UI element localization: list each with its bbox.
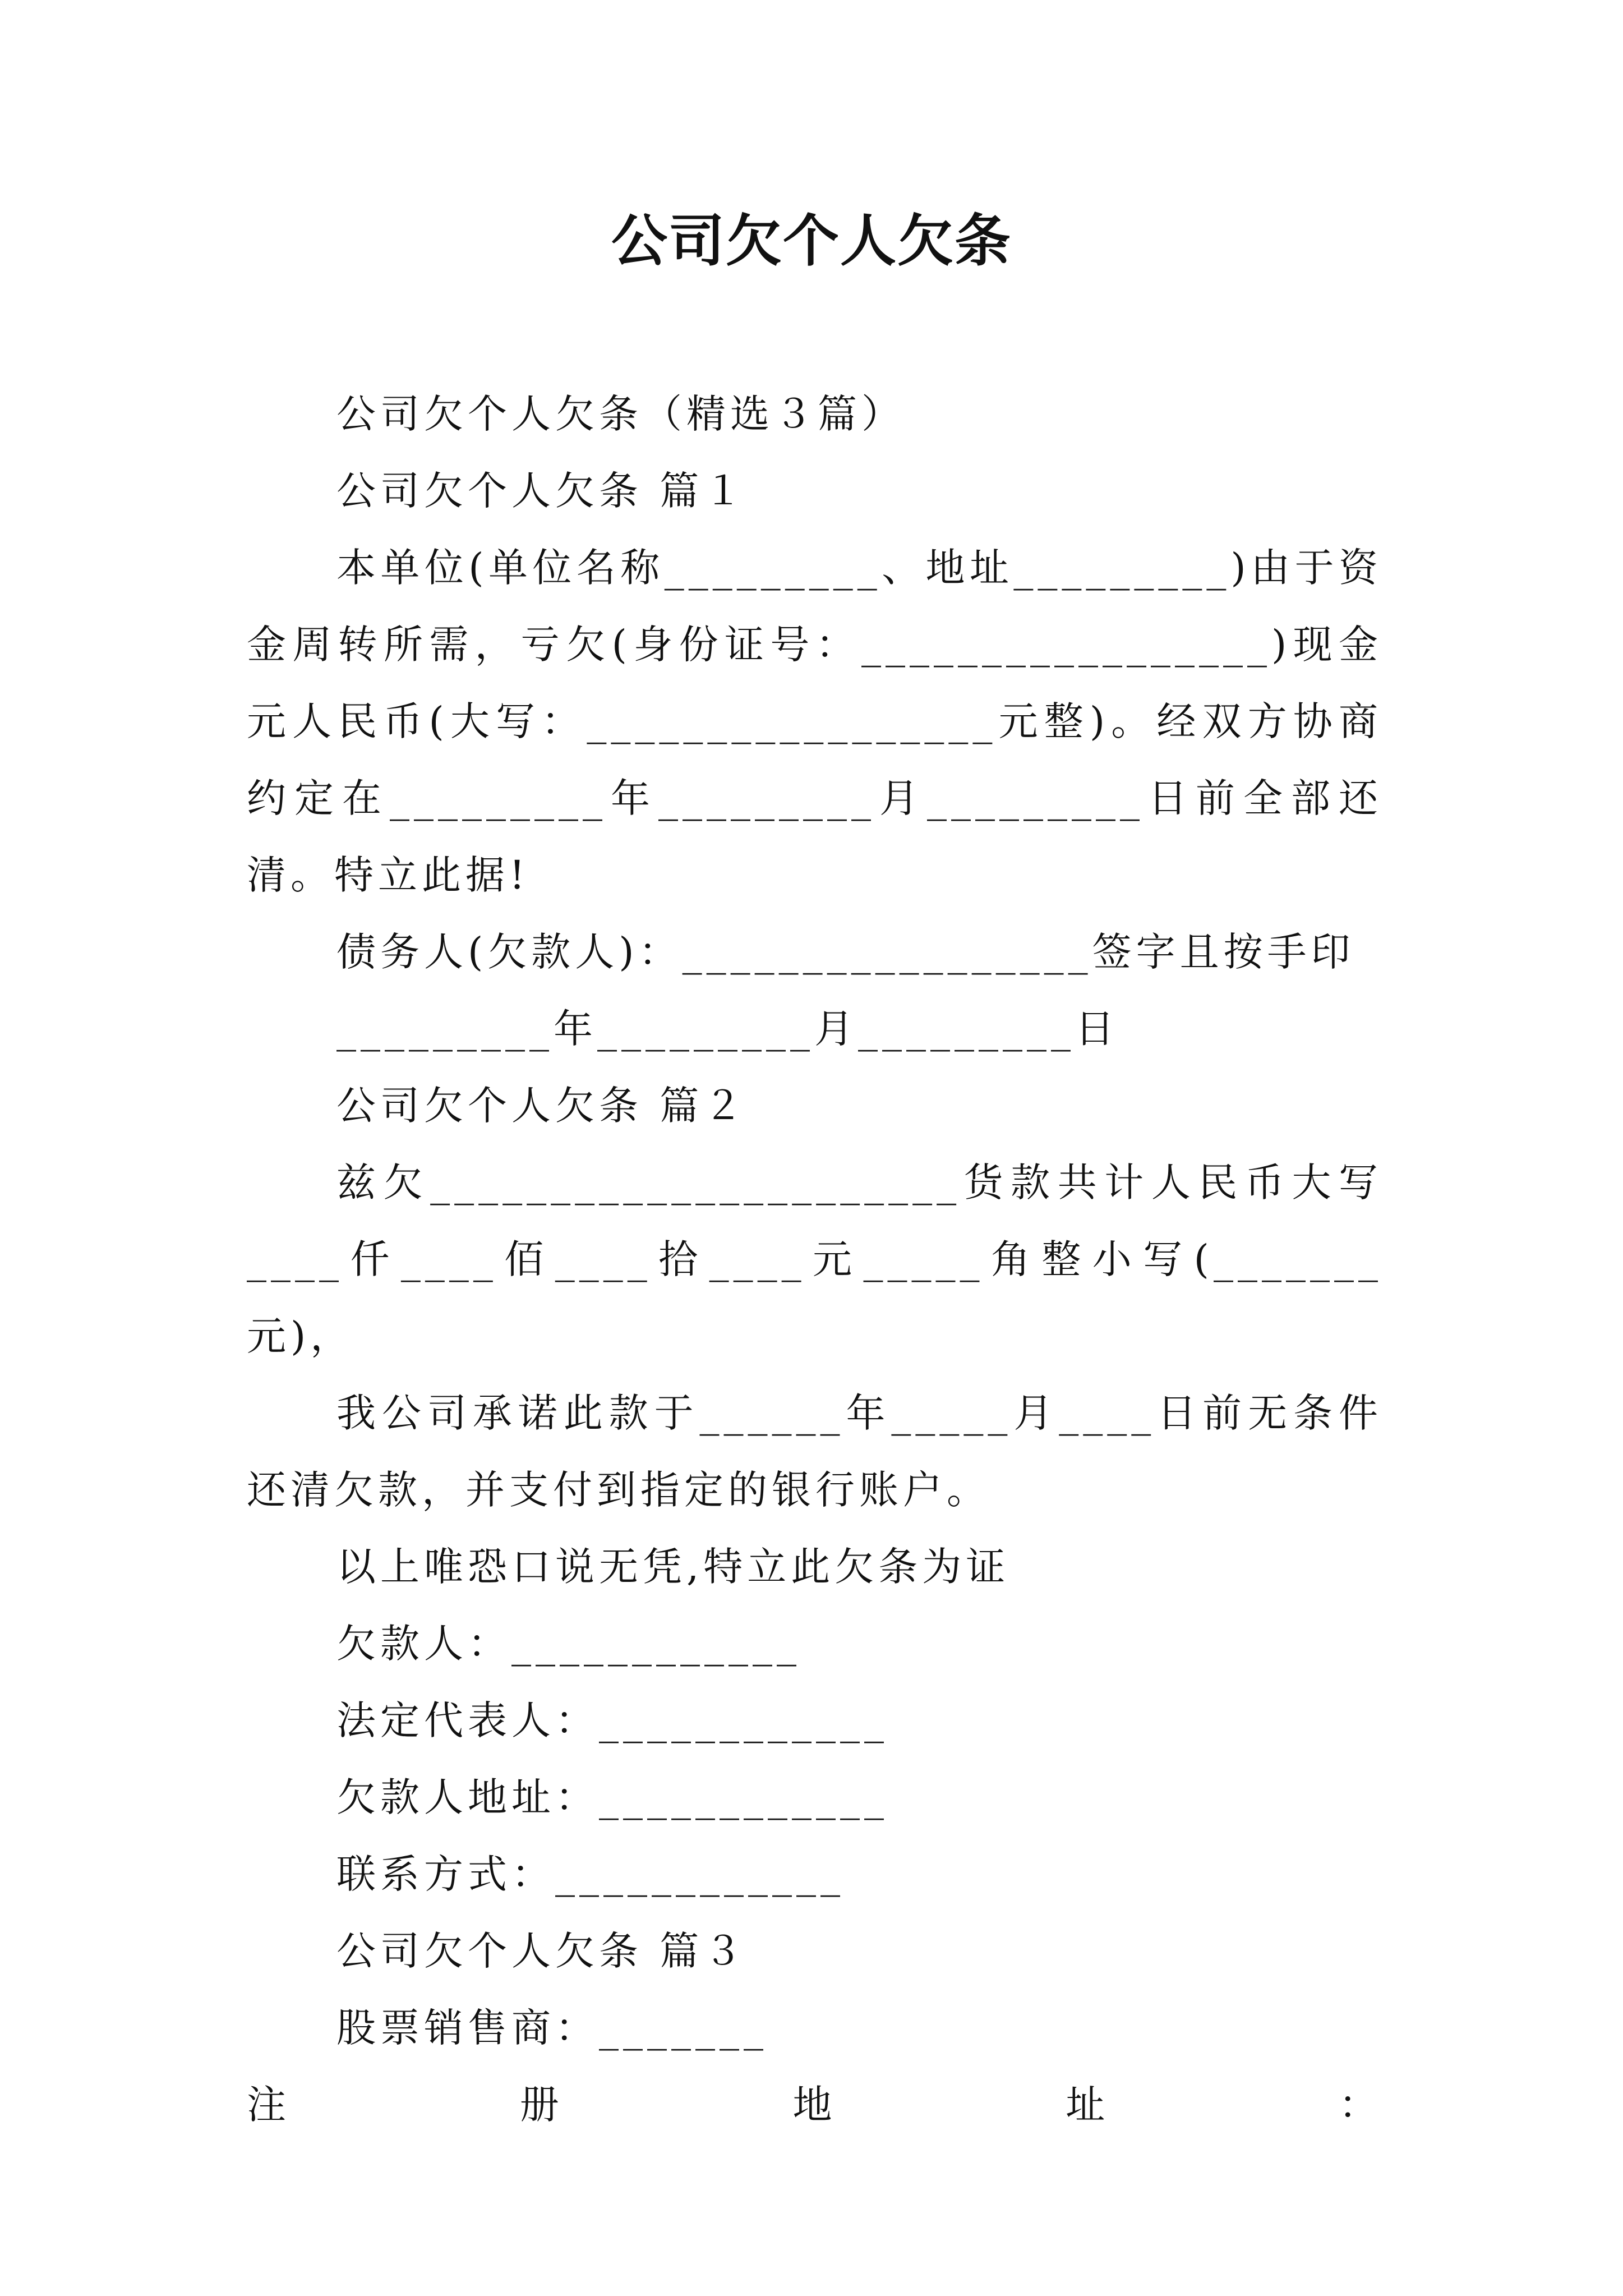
evidence-statement: 以上唯恐口说无凭,特立此欠条为证: [336, 1544, 1010, 1590]
iou-amount-paragraph: 兹欠______________________货款共计人民币大写____仟____佰____拾____元_____角整小写(_______元)，: [247, 1159, 1382, 1359]
registered-address-char-2: 册: [519, 2082, 564, 2128]
debtor-signature-line: 债务人(欠款人)：_________________签字且按手印: [336, 929, 1355, 975]
registered-address-line: [247, 2067, 1382, 2143]
registered-address-colon: ：: [1339, 2082, 1382, 2128]
repayment-promise-paragraph: 我公司承诺此款于______年_____月____日前无条件还清欠款，并支付到指定的银行账户。: [247, 1390, 1382, 1513]
debtor-field: 欠款人：____________: [336, 1621, 801, 1667]
contact-field: 联系方式：____________: [336, 1851, 845, 1897]
section-heading-2: 公司欠个人欠条 篇２: [336, 1083, 748, 1129]
registered-address-char-4: 址: [1066, 2082, 1110, 2128]
date-line-1: _________年_________月_________日: [336, 1006, 1119, 1052]
section-heading-3: 公司欠个人欠条 篇３: [336, 1928, 748, 1974]
registered-address-char-3: 地: [792, 2082, 837, 2128]
stock-seller-field: 股票销售商：_______: [336, 2005, 768, 2051]
iou-paragraph-1: 本单位(单位名称_________、地址_________)由于资金周转所需，亏欠(身份证号：_________________)现金元人民币(大写：_________________元整)。经双方协商约定在_________年_________月_________日前全部还清。特立此据!: [247, 545, 1382, 898]
registered-address-char-1: 注: [247, 2082, 291, 2128]
document-body: [247, 376, 1382, 2143]
collection-heading: 公司欠个人欠条（精选３篇）: [336, 391, 905, 437]
section-heading-1: 公司欠个人欠条 篇１: [336, 468, 748, 514]
legal-representative-field: 法定代表人：____________: [336, 1697, 888, 1743]
debtor-address-field: 欠款人地址：____________: [336, 1774, 888, 1820]
document-title: 公司欠个人欠条: [611, 208, 1012, 274]
